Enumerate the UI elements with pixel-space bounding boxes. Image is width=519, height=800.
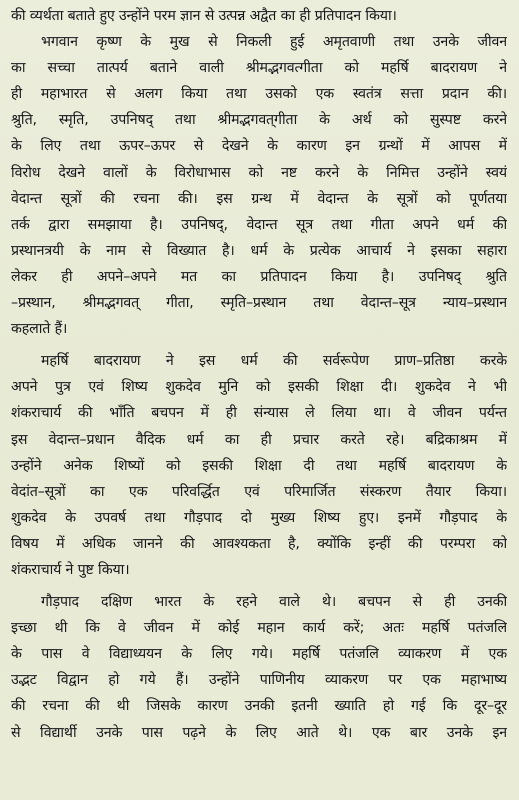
text-line: विरोध देखने वालों के विरोधाभास को नष्ट करने के निमित्त उन्होंने स्वयं	[11, 164, 507, 181]
text-line: श्रुति, स्मृति, उपनिषद् तथा श्रीमद्भगवत्‌गीता के अर्थ को सुस्पष्ट करने	[11, 112, 507, 129]
text-line: की व्यर्थता बताते हुए उन्होंने परम ज्ञान से उत्पन्न अद्वैत का ही प्रतिपादन किया।	[11, 8, 397, 24]
text-line: महर्षि बादरायण ने इस धर्म की सर्वरूपेण प्राण–प्रतिष्ठा करके	[41, 353, 507, 370]
paragraph-2	[11, 29, 507, 342]
text-line: से विद्यार्थी उनके पास पढ़ने के लिए आते थे। एक बार उनके इन	[11, 724, 507, 741]
text-line: के पास वे विद्याध्ययन के लिए गये। महर्षि पतंजलि व्याकरण में एक	[11, 646, 507, 663]
text-line: तर्क द्वारा समझाया है। उपनिषद्, वेदान्त सूत्र तथा गीता अपने धर्म की	[11, 216, 507, 233]
text-line: उन्होंने अनेक शिष्यों को इसकी शिक्षा दी तथा महर्षि बादरायण के	[11, 457, 507, 474]
text-line: वेदान्त सूत्रों की रचना की। इस ग्रन्थ में वेदान्त के सूत्रों को पूर्णतया	[11, 190, 507, 207]
text-line: का सच्चा तात्पर्य बताने वाली श्रीमद्भगवत्गीता को महर्षि बादरायण ने	[11, 60, 507, 77]
text-line: उद्भट विद्वान हो गये हैं। उन्होंने पाणिनीय व्याकरण पर एक महाभाष्य	[11, 672, 507, 689]
text-line: लेकर ही अपने–अपने मत का प्रतिपादन किया है। उपनिषद् श्रुति	[11, 268, 507, 285]
text-line: विषय में अधिक जानने की आवश्यकता है, क्योंकि इन्हीं की परम्परा को	[11, 535, 507, 552]
text-line: प्रस्थानत्रयी के नाम से विख्यात है। धर्म के प्रत्येक आचार्य ने इसका सहारा	[11, 242, 507, 259]
paragraph-1	[11, 3, 507, 29]
text-line: इस वेदान्त–प्रधान वैदिक धर्म का ही प्रचार करते रहे। बद्रिकाश्रम में	[11, 431, 507, 448]
text-line: के लिए तथा ऊपर–ऊपर से देखने के कारण इन ग्रन्थों में आपस में	[11, 138, 507, 155]
text-line: भगवान कृष्ण के मुख से निकली हुई अमृतवाणी तथा उनके जीवन	[41, 34, 507, 51]
text-line: शंकराचार्य ने पुष्ट किया।	[11, 561, 130, 578]
text-line: गौड़पाद दक्षिण भारत के रहने वाले थे। बचपन से ही उनकी	[41, 594, 507, 611]
text-line: की रचना की थी जिसके कारण उनकी इतनी ख्याति हो गई कि दूर–दूर	[11, 698, 507, 715]
paragraph-4	[11, 589, 507, 746]
text-line: कहलाते हैं।	[11, 321, 68, 338]
paragraph-3	[11, 348, 507, 583]
text-line: शंकराचार्य की भाँति बचपन में ही संन्यास ले लिया था। वे जीवन पर्यन्त	[11, 405, 507, 422]
text-line: अपने पुत्र एवं शिष्य शुकदेव मुनि को इसकी शिक्षा दी। शुकदेव ने भी	[11, 379, 507, 396]
text-line: शुकदेव के उपवर्ष तथा गौड़पाद दो मुख्य शिष्य हुए। इनमें गौड़पाद के	[11, 509, 507, 526]
text-line: –प्रस्थान, श्रीमद्भगवत् गीता, स्मृति–प्रस्थान तथा वेदान्त–सूत्र न्याय–प्रस्थान	[11, 295, 507, 312]
text-line: इच्छा थी कि वे जीवन में कोई महान कार्य करें; अतः महर्षि पतंजलि	[11, 620, 507, 637]
text-line: वेदांत–सूत्रों का एक परिवर्द्धित एवं परिमार्जित संस्करण तैयार किया।	[11, 483, 507, 500]
text-line: ही महाभारत से अलग किया तथा उसको एक स्वतंत्र सत्ता प्रदान की।	[11, 86, 507, 103]
body-text	[11, 3, 507, 746]
